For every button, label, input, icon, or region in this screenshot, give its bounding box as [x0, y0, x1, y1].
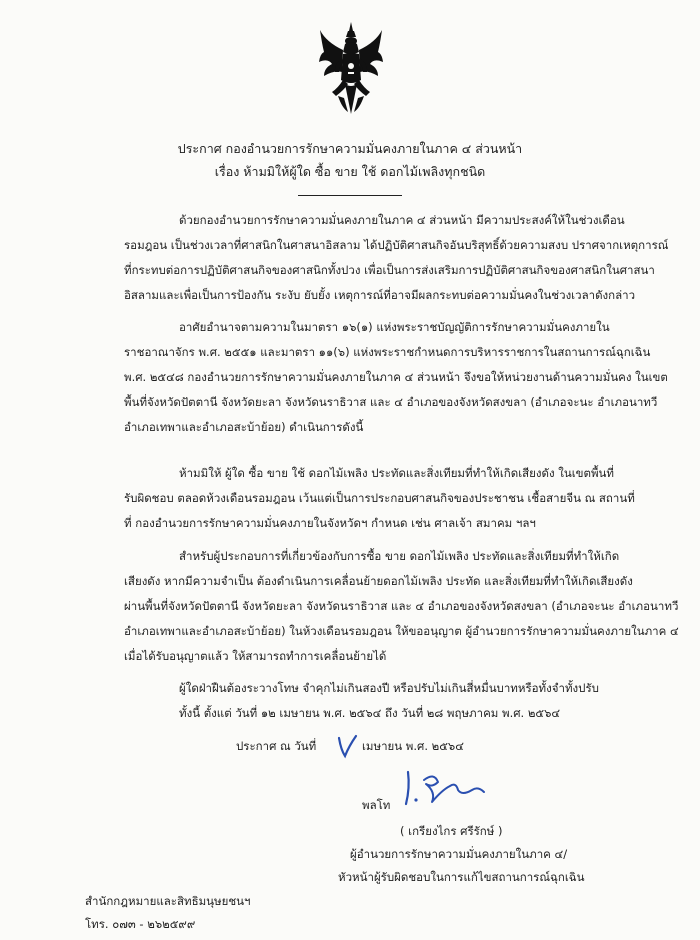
paragraph-1-line: ด้วยกองอำนวยการรักษาความมั่นคงภายในภาค ๔ ส่วนหน้า มีความประสงค์ให้ในช่วงเดือน — [179, 213, 625, 227]
signature-image — [398, 768, 488, 812]
paragraph-4-line: เสียงดัง หากมีความจำเป็น ต้องดำเนินการเคลื่อนย้ายดอกไม้เพลิง ประทัด และสิ่งเทียมที่ทำให้เกิดเสียงดัง — [124, 574, 633, 588]
paragraph-2-line: ราชอาณาจักร พ.ศ. ๒๕๕๑ และมาตรา ๑๑(๖) แห่งพระราชกำหนดการบริหารราชการในสถานการณ์ฉุกเฉิน — [124, 345, 651, 359]
signatory-name: ( เกรียงไกร ศรีรักษ์ ) — [400, 824, 503, 838]
paragraph-2-line: อำเภอเทพาและอำเภอสะบ้าย้อย) ดำเนินการดังนี้ — [124, 420, 364, 434]
paragraph-3-line: รับผิดชอบ ตลอดห้วงเดือนรอมฎอน เว้นแต่เป็นการประกอบศาสนกิจของประชาชน เชื้อสายจีน ณ สถานที่ — [124, 491, 635, 505]
paragraph-2-line: พื้นที่จังหวัดปัตตานี จังหวัดยะลา จังหวัดนราธิวาส และ ๔ อำเภอของจังหวัดสงขลา (อำเภอจะนะ อำเภอนาทวี — [124, 395, 658, 409]
paragraph-2-line: อาศัยอำนาจตามความในมาตรา ๑๖(๑) แห่งพระราชบัญญัติการรักษาความมั่นคงภายใน — [179, 320, 610, 334]
paragraph-4-line: เมื่อได้รับอนุญาตแล้ว ให้สามารถทำการเคลื่อนย้ายได้ — [124, 649, 387, 663]
garuda-emblem — [318, 22, 384, 114]
paragraph-1-line: รอมฎอน เป็นช่วงเวลาที่ศาสนิกในศาสนาอิสลาม ได้ปฏิบัติศาสนกิจอันบริสุทธิ์ด้วยความสงบ ปราศจากเหตุการณ์ — [124, 238, 669, 252]
announcement-date-suffix: เมษายน พ.ศ. ๒๕๖๔ — [362, 739, 464, 753]
paragraph-3-line: ที่ กองอำนวยการรักษาความมั่นคงภายในจังหวัดฯ กำหนด เช่น ศาลเจ้า สมาคม ฯลฯ — [124, 516, 536, 530]
signatory-position-2: หัวหน้าผู้รับผิดชอบในการแก้ไขสถานการณ์ฉุกเฉิน — [338, 870, 585, 884]
paragraph-4-line: สำหรับผู้ประกอบการที่เกี่ยวข้องกับการซื้อ ขาย ดอกไม้เพลิง ประทัดและสิ่งเทียมที่ทำให้เกิด — [179, 549, 620, 563]
paragraph-1-line: อิสลามและเพื่อเป็นการป้องกัน ระงับ ยับยั้ง เหตุการณ์ที่อาจมีผลกระทบต่อความมั่นคงในช่วงเวลาดังกล่าว — [124, 288, 636, 302]
signatory-rank: พลโท — [362, 798, 391, 812]
announcement-date-prefix: ประกาศ ณ วันที่ — [236, 739, 317, 753]
office-name: สำนักกฎหมายและสิทธิมนุษยชนฯ — [85, 894, 251, 908]
paragraph-4-line: ผ่านพื้นที่จังหวัดปัตตานี จังหวัดยะลา จังหวัดนราธิวาส และ ๔ อำเภอของจังหวัดสงขลา (อำเภอจะนะ อำเภอนาทวี — [124, 599, 679, 613]
effective-period-line: ทั้งนี้ ตั้งแต่ วันที่ ๑๒ เมษายน พ.ศ. ๒๕๖๔ ถึง วันที่ ๒๘ พฤษภาคม พ.ศ. ๒๕๖๔ — [179, 706, 561, 720]
title-divider — [298, 195, 402, 196]
paragraph-1-line: ที่กระทบต่อการปฏิบัติศาสนกิจของศาสนิกทั้งปวง เพื่อเป็นการส่งเสริมการปฏิบัติศาสนกิจของศาสนิกในศาสนา — [124, 263, 655, 277]
announcement-subject: เรื่อง ห้ามมิให้ผู้ใด ซื้อ ขาย ใช้ ดอกไม้เพลิงทุกชนิด — [214, 164, 486, 179]
paragraph-2-line: พ.ศ. ๒๕๔๘ กองอำนวยการรักษาความมั่นคงภายในภาค ๔ ส่วนหน้า จึงขอให้หน่วยงานด้านความมั่นคง ในเขต — [124, 370, 668, 384]
penalty-line: ผู้ใดฝ่าฝืนต้องระวางโทษ จำคุกไม่เกินสองปี หรือปรับไม่เกินสี่หมื่นบาทหรือทั้งจำทั้งปรับ — [179, 681, 599, 695]
office-phone: โทร. ๐๗๓ - ๒๖๒๕๙๙ — [85, 917, 196, 931]
paragraph-3-line: ห้ามมิให้ ผู้ใด ซื้อ ขาย ใช้ ดอกไม้เพลิง ประทัดและสิ่งเทียมที่ทำให้เกิดเสียงดัง ในเขตพื้นที่ — [179, 466, 614, 480]
handwritten-day — [336, 732, 358, 760]
paragraph-4-line: อำเภอเทพาและอำเภอสะบ้าย้อย) ในห้วงเดือนรอมฎอน ให้ขออนุญาต ผู้อำนวยการรักษาความมั่นคงภายในภาค ๔ — [124, 624, 679, 638]
announcement-title: ประกาศ กองอำนวยการรักษาความมั่นคงภายในภาค ๔ ส่วนหน้า — [177, 141, 523, 156]
signatory-position-1: ผู้อำนวยการรักษาความมั่นคงภายในภาค ๔/ — [350, 847, 568, 861]
